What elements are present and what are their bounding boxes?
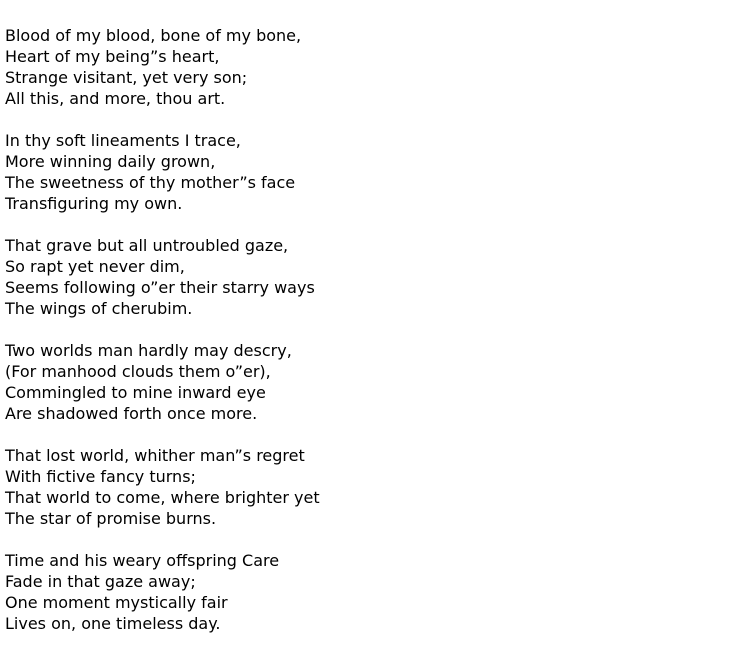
poem-line: One moment mystically fair	[5, 593, 228, 612]
poem-line: (For manhood clouds them o”er),	[5, 362, 271, 381]
poem-line: The wings of cherubim.	[5, 299, 193, 318]
stanza-1	[5, 25, 735, 109]
poem-line: All this, and more, thou art.	[5, 89, 226, 108]
stanza-2	[5, 130, 735, 214]
poem-line: Two worlds man hardly may descry,	[5, 341, 292, 360]
poem-line: Strange visitant, yet very son;	[5, 68, 248, 87]
poem-line: With fictive fancy turns;	[5, 467, 196, 486]
poem-line: More winning daily grown,	[5, 152, 216, 171]
poem-line: Are shadowed forth once more.	[5, 404, 258, 423]
poem-line: The sweetness of thy mother”s face	[5, 173, 296, 192]
poem-line: Time and his weary offspring Care	[5, 551, 280, 570]
poem-line: Transfiguring my own.	[5, 194, 183, 213]
poem-line: In thy soft lineaments I trace,	[5, 131, 241, 150]
stanza-3	[5, 235, 735, 319]
poem-line: That world to come, where brighter yet	[5, 488, 320, 507]
poem-body	[5, 25, 735, 655]
poem-line: Fade in that gaze away;	[5, 572, 196, 591]
stanza-6	[5, 550, 735, 634]
poem-line: Commingled to mine inward eye	[5, 383, 266, 402]
poem-line: The star of promise burns.	[5, 509, 217, 528]
poem-line: Blood of my blood, bone of my bone,	[5, 26, 302, 45]
poem-line: That lost world, whither man”s regret	[5, 446, 305, 465]
poem-line: Seems following o”er their starry ways	[5, 278, 315, 297]
stanza-4	[5, 340, 735, 424]
poem-line: So rapt yet never dim,	[5, 257, 185, 276]
poem-line: That grave but all untroubled gaze,	[5, 236, 289, 255]
stanza-5	[5, 445, 735, 529]
poem-line: Heart of my being”s heart,	[5, 47, 220, 66]
poem-line: Lives on, one timeless day.	[5, 614, 221, 633]
